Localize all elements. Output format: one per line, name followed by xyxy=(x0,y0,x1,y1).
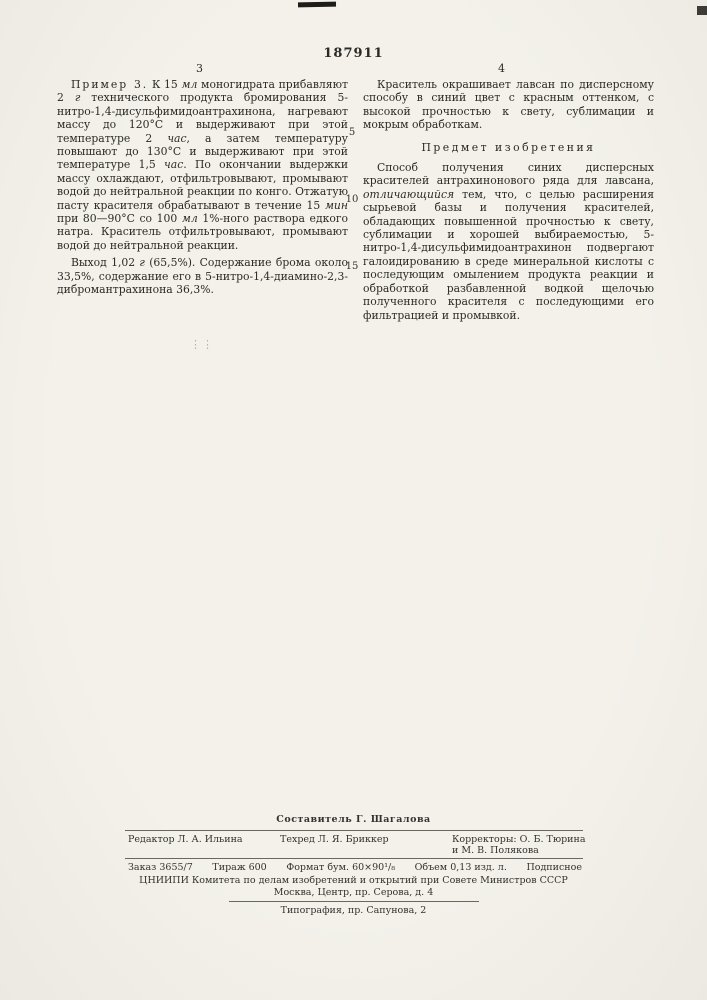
print-order-row xyxy=(128,862,582,874)
correctors-line-2: и М. В. Полякова xyxy=(452,845,539,856)
divider-rule-bottom xyxy=(229,901,479,902)
compiler-credit: Составитель Г. Шагалова xyxy=(276,814,431,825)
paper-format: Формат бум. 60×90¹/₈ xyxy=(286,861,396,873)
column-number-right: 4 xyxy=(498,62,505,75)
volume: Объем 0,13 изд. л. xyxy=(414,861,507,873)
right-column xyxy=(363,78,654,322)
editor-credit: Редактор Л. А. Ильина xyxy=(128,833,243,845)
imprint-block xyxy=(111,814,596,917)
correctors-line-1: Корректоры: О. Б. Тюрина xyxy=(452,833,586,845)
scan-smudge-mark: ⋮⋮ xyxy=(190,338,214,351)
patent-number: 187911 xyxy=(323,46,384,61)
techred-credit: Техред Л. Я. Бриккер xyxy=(280,833,389,845)
publisher-org-line: ЦНИИПИ Комитета по делам изобретений и открытий при Совете Министров СССР xyxy=(139,875,568,886)
print-run: Тираж 600 xyxy=(212,861,267,873)
paragraph-example-3: Пример 3. К 15 мл моногидрата прибавляют 2 г технического продукта бромирования 5-нитро-1,4-дисульфимидоантрахинона, нагревают массу до 120°С и выдерживают при этой температуре 2 час, а затем температуру повышают до 130°С и выдерживают при этой температуре 1,5 час. По окончании выдержки массу охлаждают, отфильтровывают, промывают водой до нейтральной реакции по конго. Отжатую пасту красителя обрабатывают в течение 15 мин при 80—90°С со 100 мл 1%-ного раствора едкого натра. Краситель отфильтровывают, промывают водой до нейтральной реакции. xyxy=(57,78,349,252)
left-column xyxy=(57,78,348,297)
scan-artifact-top-dash xyxy=(298,2,336,8)
gutter-line-number-10: 10 xyxy=(345,194,359,205)
divider-rule-middle xyxy=(125,858,583,859)
printing-house-line: Типография, пр. Сапунова, 2 xyxy=(280,905,427,916)
order-number: Заказ 3655/7 xyxy=(128,861,193,873)
claims-heading: Предмет изобретения xyxy=(421,140,596,154)
staff-credits-row xyxy=(111,834,596,858)
paragraph-claim: Способ получения синих дисперсных красителей антрахинонового ряда для лавсана, отличающийся тем, что, с целью расширения сырьевой базы и получения красителей, обладающих повышенной прочностью к свету, сублимации и хорошей выбираемостью, 5-нитро-1,4-дисульфимидоантрахинон подвергают галоидированию в среде минеральной кислоты с последующим омылением продукта реакции и обработкой разбавленной водкой щелочью полученного красителя с последующими его фильтрацией и промывкой. xyxy=(363,161,654,322)
paragraph-yield: Выход 1,02 г (65,5%). Содержание брома около 33,5%, содержание его в 5-нитро-1,4-диамино-2,3-дибромантрахинона 36,3%. xyxy=(57,256,348,297)
column-number-left: 3 xyxy=(196,62,203,75)
subscription-note: Подписное xyxy=(526,861,582,873)
publisher-address-line: Москва, Центр, пр. Серова, д. 4 xyxy=(273,886,434,898)
gutter-line-number-15: 15 xyxy=(345,261,359,272)
correctors-credit xyxy=(452,834,586,857)
divider-rule-top xyxy=(125,830,583,831)
paragraph-dye-properties: Краситель окрашивает лавсан по дисперсному способу в синий цвет с красным оттенком, с высокой прочностью к свету, сублимации и мокрым обработкам. xyxy=(363,78,654,132)
gutter-line-number-5: 5 xyxy=(348,127,356,138)
scan-artifact-top-right xyxy=(697,6,707,15)
